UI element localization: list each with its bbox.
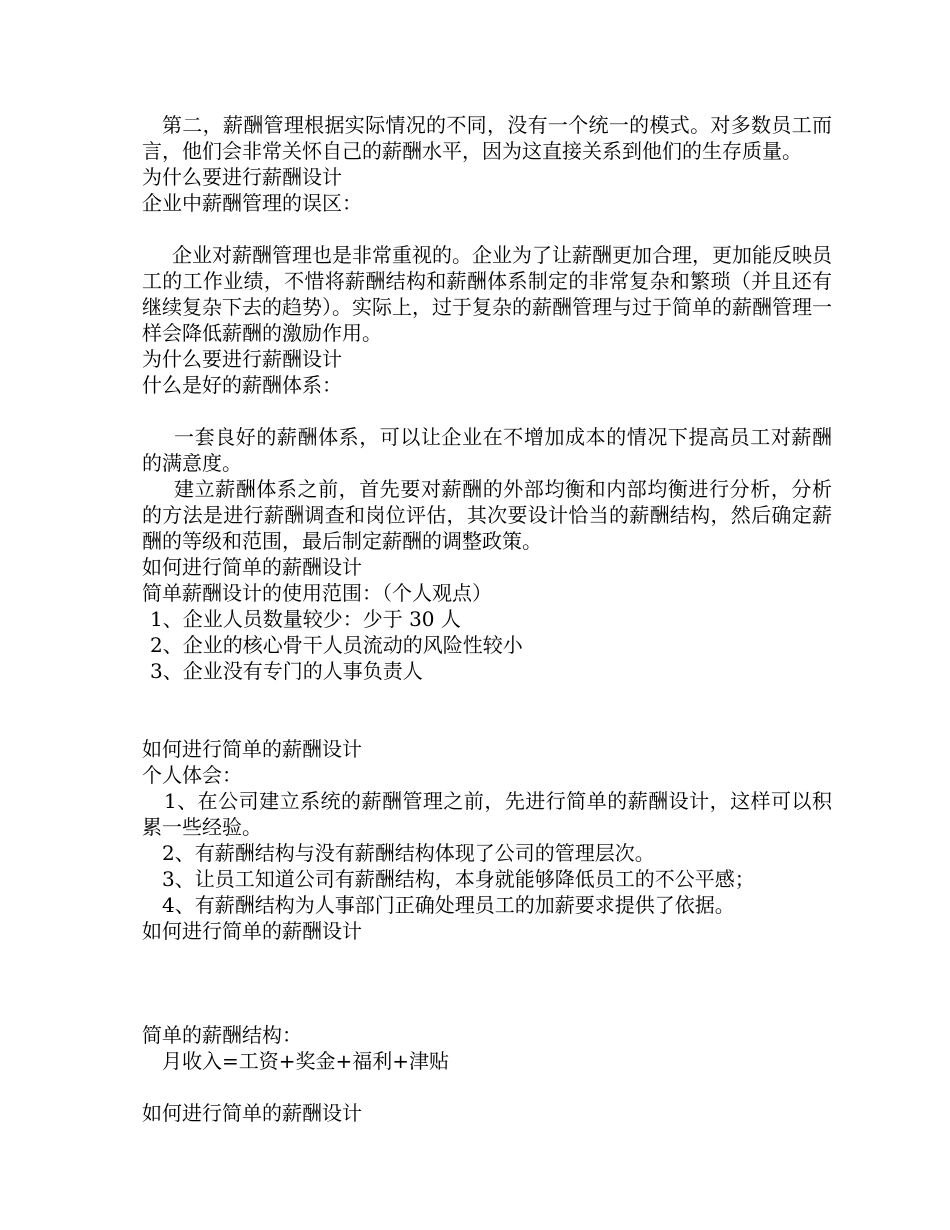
blank-line xyxy=(142,710,832,736)
paragraph-good-system: 一套良好的薪酬体系，可以让企业在不增加成本的情况下提高员工对薪酬的满意度。 xyxy=(142,425,832,475)
list-item: 2、企业的核心骨干人员流动的风险性较小 xyxy=(150,633,523,657)
subheading-scope: 简单薪酬设计的使用范围：（个人观点） xyxy=(142,581,492,605)
subheading-experience: 个人体会： xyxy=(142,763,242,787)
list-item: 1、企业人员数量较少：少于 30 人 xyxy=(150,607,461,631)
list-item: 3、企业没有专门的人事负责人 xyxy=(150,659,423,683)
list-item: 1、在公司建立系统的薪酬管理之前，先进行简单的薪酬设计，这样可以积累一些经验。 xyxy=(142,789,832,839)
heading-how-design-2: 如何进行简单的薪酬设计 xyxy=(142,737,362,761)
blank-line xyxy=(142,398,832,424)
heading-how-design-4: 如何进行简单的薪酬设计 xyxy=(142,1101,362,1125)
blank-line xyxy=(142,970,832,996)
paragraph-build-system: 建立薪酬体系之前，首先要对薪酬的外部均衡和内部均衡进行分析，分析的方法是进行薪酬调查和岗位评估，其次要设计恰当的薪酬结构，然后确定薪酬的等级和范围，最后制定薪酬的调整政策。 xyxy=(142,477,832,553)
subheading-misconceptions: 企业中薪酬管理的误区： xyxy=(142,191,362,215)
blank-line xyxy=(142,996,832,1022)
blank-line xyxy=(142,944,832,970)
list-item: 2、有薪酬结构与没有薪酬结构体现了公司的管理层次。 xyxy=(162,841,655,865)
blank-line xyxy=(142,216,832,242)
salary-formula: 月收入=工资+奖金+福利+津贴 xyxy=(162,1049,450,1073)
paragraph-misconceptions: 企业对薪酬管理也是非常重视的。企业为了让薪酬更加合理，更加能反映员工的工作业绩，不惜将薪酬结构和薪酬体系制定的非常复杂和繁琐（并且还有继续复杂下去的趋势）。实际上，过于复杂的薪酬管理与过于简单的薪酬管理一样会降低薪酬的激励作用。 xyxy=(142,243,832,345)
heading-how-design-3: 如何进行简单的薪酬设计 xyxy=(142,919,362,943)
paragraph-salary-mode: 第二，薪酬管理根据实际情况的不同，没有一个统一的模式。对多数员工而言，他们会非常关怀自己的薪酬水平，因为这直接关系到他们的生存质量。 xyxy=(142,113,832,163)
document-body xyxy=(142,112,832,1126)
subheading-structure: 简单的薪酬结构： xyxy=(142,1023,302,1047)
blank-line xyxy=(142,1074,832,1100)
blank-line xyxy=(142,684,832,710)
subheading-good-system: 什么是好的薪酬体系： xyxy=(142,373,342,397)
heading-why-design: 为什么要进行薪酬设计 xyxy=(142,165,342,189)
heading-why-design-2: 为什么要进行薪酬设计 xyxy=(142,347,342,371)
list-item: 3、让员工知道公司有薪酬结构，本身就能够降低员工的不公平感； xyxy=(162,867,755,891)
list-item: 4、有薪酬结构为人事部门正确处理员工的加薪要求提供了依据。 xyxy=(162,893,735,917)
heading-how-design: 如何进行简单的薪酬设计 xyxy=(142,555,362,579)
